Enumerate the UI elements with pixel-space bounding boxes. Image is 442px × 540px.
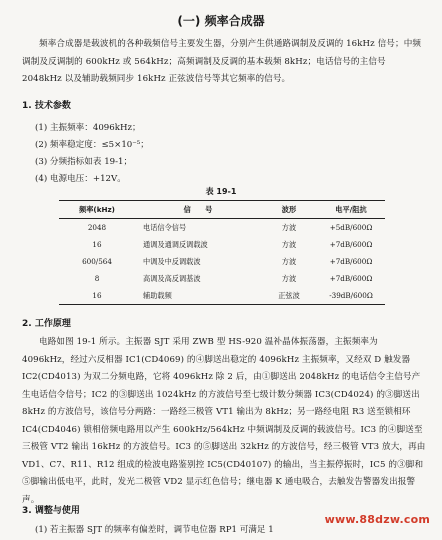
table-cell: 方波 <box>281 273 297 283</box>
table-cell: 通调及通调反调载波 <box>143 239 208 249</box>
site-watermark: www.88dzw.com <box>324 513 430 526</box>
table-caption: 表 19-1 <box>205 187 237 196</box>
table-row <box>59 219 385 237</box>
column-header: 信 号 <box>135 201 261 219</box>
table-cell: 16 <box>92 240 102 249</box>
table-cell: +7dB/600Ω <box>329 240 373 249</box>
frequency-table <box>59 200 385 305</box>
spec-item: (2) 频率稳定度：≤5×10⁻⁵； <box>35 140 149 150</box>
table-cell: 方波 <box>281 256 297 266</box>
table-row <box>59 253 385 270</box>
table-cell: 正弦波 <box>261 287 317 305</box>
table-cell: 高调及高反调基波 <box>143 273 201 283</box>
table-cell: 中调及中反调载波 <box>143 256 201 266</box>
table-cell: 辅助载频 <box>135 287 261 305</box>
spec-item: (4) 电源电压：+12V。 <box>35 174 126 184</box>
table-cell: 16 <box>59 287 135 305</box>
column-header: 波形 <box>261 201 317 219</box>
table-cell: 方波 <box>281 222 297 232</box>
column-header: 电平/阻抗 <box>317 201 385 219</box>
principle-paragraph: 电路如图 19-1 所示。主振器 SJT 采用 ZWB 型 HS-920 温补晶体振荡器，主振频率为 4096kHz，经过六反相器 IC1(CD4069) 的④脚送出稳定的 4096kHz 主振频率，又经双 D 触发器 IC2(CD4013) 为双二分频电路，它将 4096kHz 除 2 后，由①脚送出 2048kHz 的电话信令主信号产生电话信令信号；IC2 的③脚送出 1024kHz 的方波信号至七级计数分频器 IC3(CD4024) 的③脚送出 8kHz 的方波信号，该信号分两路：一路经三极管 VT1 输出为 8kHz；另一路经电阻 R3 送至锁相环 IC4(CD4046) 锁相倍频电路用以产生 600kHz/564kHz 中频调制及反调的载波信号。IC3 的④脚送至三极管 VT2 输出 16kHz 的方波信号。IC3 的⑤脚送出 32kHz 的方波信号，经三极管 VT3 放大，再由 VD1、C7、R11、R12 组成的检波电路鉴别控 IC5(CD40107) 的输出，当主振停振时，IC5 的③脚和⑤脚输出低电平，此时，发光二极管 VD2 显示红色信号；继电器 K 通电吸合，去触发告警器发出报警声。 <box>22 337 426 505</box>
table-header-row <box>59 201 385 219</box>
spec-item: (3) 分频指标如表 19-1； <box>35 157 133 167</box>
section2-heading: 2. 工作原理 <box>22 319 71 329</box>
table-row <box>59 270 385 287</box>
table-cell: 电话信令信号 <box>143 222 187 232</box>
table-cell: +7dB/600Ω <box>329 257 373 266</box>
adjust-item: (1) 若主振器 SJT 的频率有偏差时，调节电位器 RP1 可满足 1 <box>35 525 274 535</box>
spec-item: (1) 主振频率：4096kHz； <box>35 123 141 133</box>
table-row <box>59 236 385 253</box>
section1-heading: 1. 技术参数 <box>22 101 71 111</box>
table-cell: 8 <box>94 274 100 283</box>
table-cell: +7dB/600Ω <box>329 274 373 283</box>
table-cell: 600/564 <box>82 257 112 266</box>
intro-paragraph: 频率合成器是载波机的各种载频信号主要发生器，分别产生供通路调制及反调的 16kHz 信号；中频调制及反调制的 600kHz 或 564kHz；高频调制及反调的基本载频 8kHz；电话信号的主信号 2048kHz 以及辅助载频同步 16kHz 正弦波信号等其它频率的信号。 <box>22 39 422 84</box>
table-cell: -39dB/600Ω <box>317 287 385 305</box>
column-header: 频率(kHz) <box>59 201 135 219</box>
table-cell: 2048 <box>87 223 107 232</box>
table-cell: +5dB/600Ω <box>329 223 373 232</box>
page-title: (一) 频率合成器 <box>177 14 265 28</box>
section3-heading: 3. 调整与使用 <box>22 506 80 516</box>
table-row <box>59 287 385 305</box>
table-cell: 方波 <box>281 239 297 249</box>
